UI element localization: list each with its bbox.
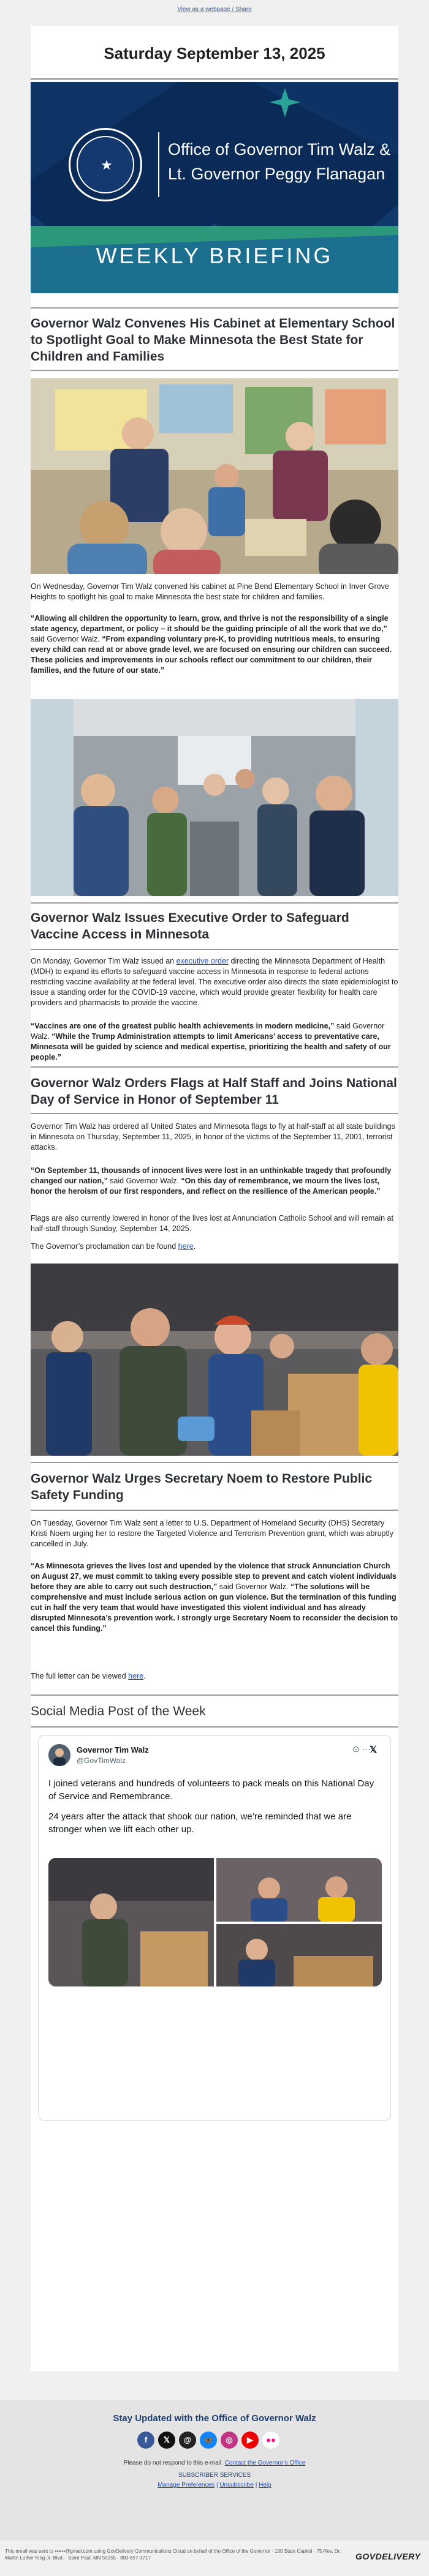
no-reply-note: Please do not respond to this e-mail. Contact the Governor’s Office xyxy=(123,2460,306,2466)
view-as-webpage-link[interactable]: View as a webpage / Share xyxy=(177,6,252,13)
footer xyxy=(0,2400,429,2540)
stay-updated-heading: Stay Updated with the Office of Governor Walz xyxy=(113,2413,316,2424)
subscriber-services: SUBSCRIBER SERVICES xyxy=(178,2472,251,2479)
letter-link[interactable]: here xyxy=(128,1672,144,1680)
article-title-flags: Governor Walz Orders Flags at Half Staff and Joins National Day of Service in Honor of September 11 xyxy=(31,1076,397,1107)
weekly-briefing-banner xyxy=(31,82,398,293)
office-title-line1: Office of Governor Tim Walz & xyxy=(168,140,391,159)
delivery-bar xyxy=(0,2540,429,2576)
divider xyxy=(31,902,398,904)
help-link[interactable]: Help xyxy=(259,2482,271,2488)
banner-divider xyxy=(158,132,159,197)
office-title-line2: Lt. Governor Peggy Flanagan xyxy=(168,165,385,183)
post-author-name[interactable]: Governor Tim Walz xyxy=(77,1745,149,1754)
article-vaccine-quote: “Vaccines are one of the greatest public health achievements in modern medicine,” said Governor Walz. “While the Trump Administration attempts to limit Americans’ access to preventative care, Minnesota will be guided by science and medical expertise, prioritizing the health and safety of our people.” xyxy=(31,1022,391,1061)
article-cabinet-paragraph: On Wednesday, Governor Tim Walz convened his cabinet at Pine Bend Elementary School in Inver Grove Heights to spotlight his goal to make Minnesota the best state for children and families. xyxy=(31,582,389,601)
govdelivery-logo[interactable]: GOVDELIVERY xyxy=(355,2552,421,2561)
article-title-cabinet: Governor Walz Convenes His Cabinet at Elementary School to Spotlight Goal to Make Minnesota the Best State for Children and Families xyxy=(31,316,395,364)
x-logo-icon[interactable]: 𝕏 xyxy=(370,1745,378,1755)
article-cabinet-quote: “Allowing all children the opportunity to learn, grow, and thrive is not the responsibility of a single state agency, department, or policy – it should be the guiding principle of all the work that we do,” said Governor Walz. “From expanding voluntary pre-K, to providing nutritious meals, to ensuring every child can read at or above grade level, we are focused on ensuring our children can succeed. These policies and improvements in our schools reflect our commitment to our children, their families, and the future of our state.” xyxy=(31,614,392,675)
threads-icon[interactable]: @ xyxy=(179,2432,196,2449)
x-icon[interactable]: 𝕏 xyxy=(158,2432,175,2449)
article-title-noem: Governor Walz Urges Secretary Noem to Restore Public Safety Funding xyxy=(31,1472,373,1502)
photo-cabinet-bus xyxy=(31,699,398,896)
divider xyxy=(31,949,398,950)
newsletter-card xyxy=(31,26,398,2372)
article-flags-proclamation: The Governor’s proclamation can be found here. xyxy=(31,1242,196,1251)
flickr-icon[interactable]: ●● xyxy=(262,2432,279,2449)
state-seal-icon: ★ xyxy=(69,128,142,201)
social-icons xyxy=(137,2432,297,2451)
article-flags-paragraph: Governor Tim Walz has ordered all United States and Minnesota flags to fly at half-staff at all state buildings in Minnesota on Thursday, September 11, 2025, in honor of the victims of the September 11, 2001, terrorist attacks. xyxy=(31,1122,395,1151)
executive-order-link[interactable]: executive order xyxy=(176,957,229,965)
divider xyxy=(31,1726,398,1728)
top-bar xyxy=(0,0,429,18)
article-flags-annunciation: Flags are also currently lowered in honor of the lives lost at Annunciation Catholic School and will remain at half-staff through Sunday, September 14, 2025. xyxy=(31,1214,393,1233)
article-noem-letter: The full letter can be viewed here. xyxy=(31,1672,146,1680)
footer-links: Manage Preferences | Unsubscribe | Help xyxy=(158,2482,271,2488)
social-post-card[interactable] xyxy=(38,1735,391,2121)
contact-governor-link[interactable]: Contact the Governor’s Office xyxy=(224,2460,306,2466)
divider xyxy=(31,1113,398,1114)
post-text-2: 24 years after the attack that shook our nation, we’re reminded that we are stronger when we lift each other up. xyxy=(48,1811,352,1835)
article-noem-paragraph: On Tuesday, Governor Tim Walz sent a letter to U.S. Department of Homeland Security (DHS) Secretary Kristi Noem urging her to restore the Targeted Violence and Terrorism Prevention grant, which was abruptly cancelled in July. xyxy=(31,1519,393,1548)
divider xyxy=(31,370,398,371)
youtube-icon[interactable]: ▶ xyxy=(241,2432,259,2449)
article-noem-quote: “As Minnesota grieves the lives lost and upended by the violence that struck Annunciation Church on August 27, we must commit to taking every possible step to prevent and catch violent individuals before they are able to carry out such destruction,” said Governor Walz. “The solutions will be comprehensive and must include serious action on gun violence. But the termination of this funding cut in half the very team that would have investigated this violent individual and has already disrupted Minnesota’s prevention work. I strongly urge Secretary Noem to reconsider the decision to cancel this funding.” xyxy=(31,1562,398,1633)
unsubscribe-link[interactable]: Unsubscribe xyxy=(219,2482,254,2488)
divider xyxy=(31,1462,398,1463)
facebook-icon[interactable]: f xyxy=(137,2432,154,2449)
divider xyxy=(31,307,398,309)
divider xyxy=(31,1694,398,1696)
newsletter-date: Saturday September 13, 2025 xyxy=(104,44,325,62)
divider xyxy=(31,1510,398,1511)
proclamation-link[interactable]: here xyxy=(178,1242,194,1251)
post-photo-grid[interactable] xyxy=(48,1858,382,1986)
article-flags-quote: “On September 11, thousands of innocent lives were lost in an unthinkable tragedy that profoundly changed our nation,” said Governor Walz. “On this day of remembrance, we mourn the lives lost, honor the heroism of our first responders, and reflect on the resilience of the American people.” xyxy=(31,1166,392,1196)
more-options-icon[interactable]: ⊙ ⋯ xyxy=(352,1744,371,1754)
photo-cabinet-classroom xyxy=(31,378,398,574)
post-text-1: I joined veterans and hundreds of volunteers to pack meals on this National Day of Service and Remembrance. xyxy=(48,1778,374,1802)
photo-meal-packing xyxy=(31,1264,398,1456)
bluesky-icon[interactable]: 🦋 xyxy=(200,2432,217,2449)
weekly-briefing-title: WEEKLY BRIEFING xyxy=(96,243,333,268)
manage-preferences-link[interactable]: Manage Preferences xyxy=(158,2482,215,2488)
date-header xyxy=(31,26,398,80)
article-title-vaccine: Governor Walz Issues Executive Order to Safeguard Vaccine Access in Minnesota xyxy=(31,911,349,942)
article-vaccine-paragraph: On Monday, Governor Tim Walz issued an executive order directing the Minnesota Department of Health (MDH) to expand its efforts to safeguard vaccine access in Minnesota in response to federal actions restricting vaccine availability at the federal level. The executive order also directs the state epidemiologist to issue a standing order for the COVID-19 vaccine, which would provide greater flexibility for health care providers and pharmacists to provide the vaccine. xyxy=(31,957,398,1007)
divider xyxy=(31,1066,398,1068)
post-author-handle[interactable]: @GovTimWalz xyxy=(77,1756,126,1765)
delivery-notice: This email was sent to ••••••@gmail.com using GovDelivery Communications Cloud on behalf of the Office of the Governor · 130 State Capitol · 75 Rev. Dr. Martin Luther King Jr. Blvd. · Saint Paul, MN 55155 · 800-657-3717 xyxy=(5,2548,341,2561)
instagram-icon[interactable]: ◎ xyxy=(221,2432,238,2449)
avatar xyxy=(48,1744,70,1766)
social-media-heading: Social Media Post of the Week xyxy=(31,1704,206,1718)
